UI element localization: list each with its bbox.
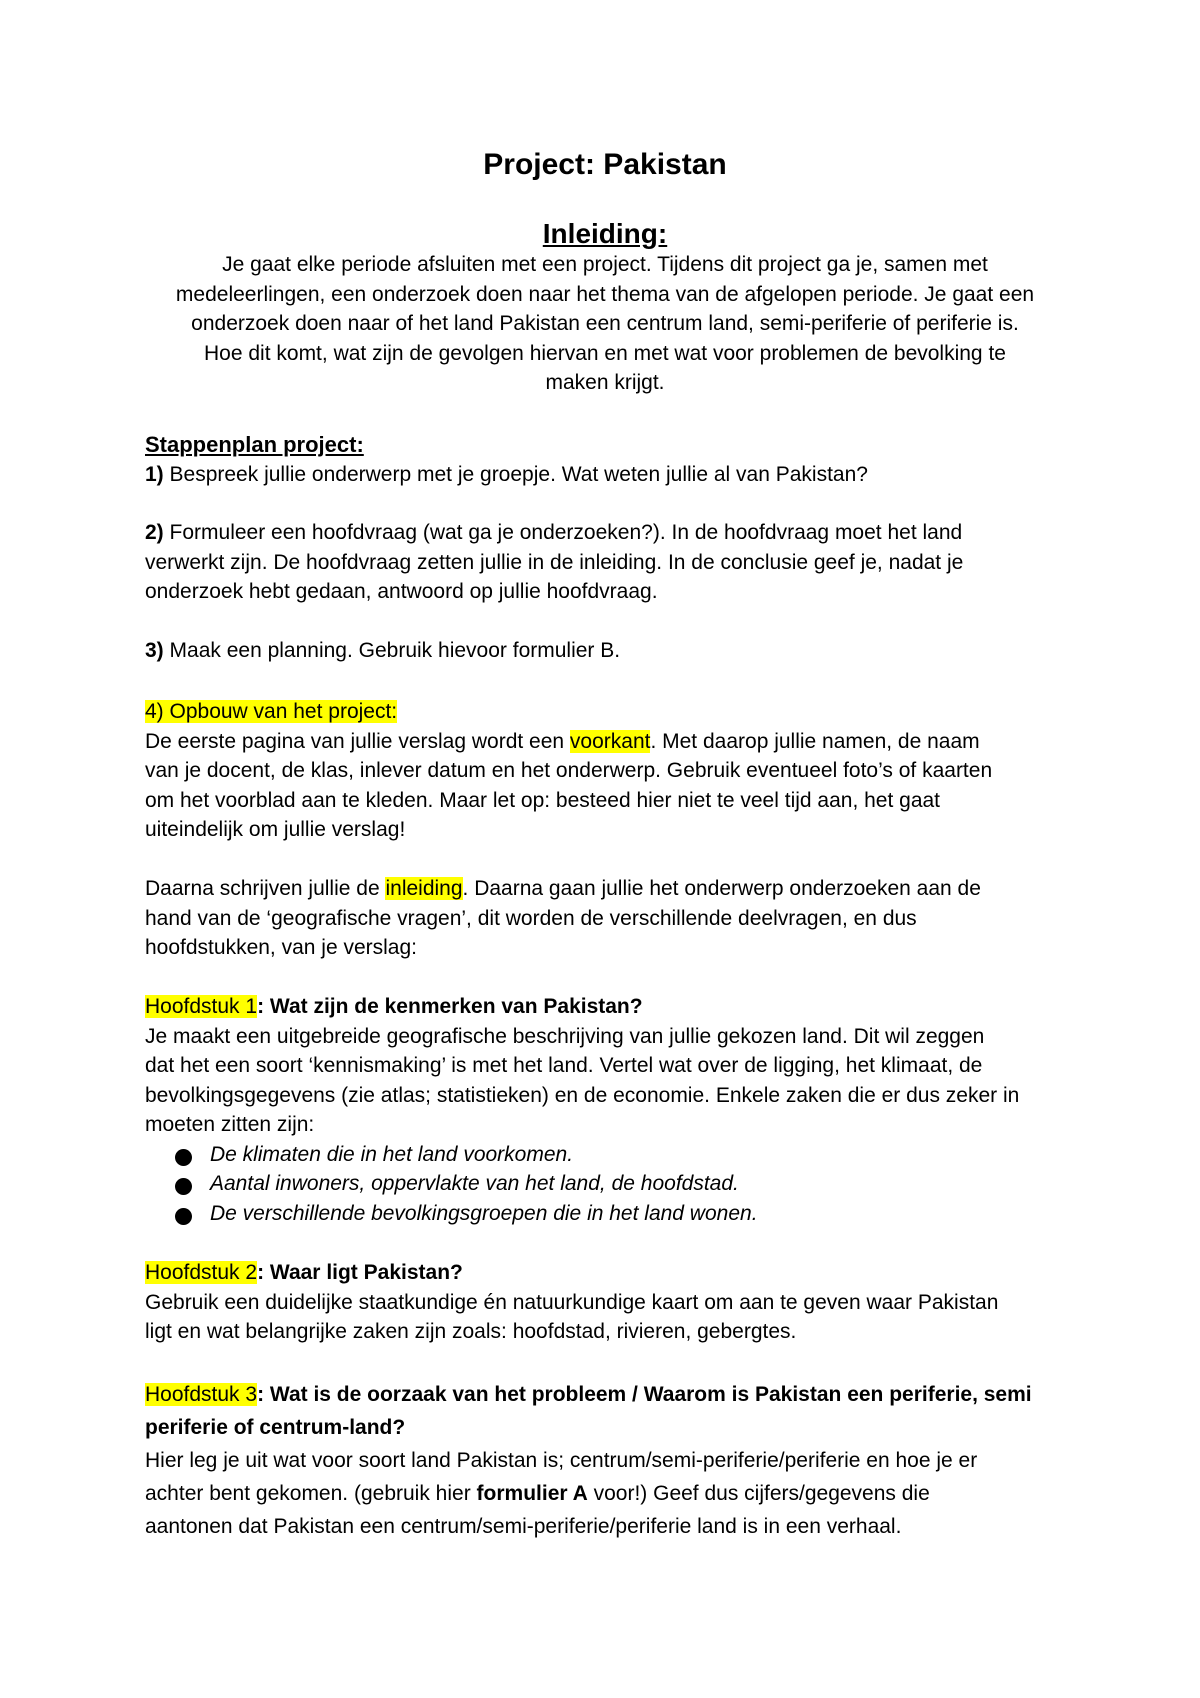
chapter-text: achter bent gekomen. (gebruik hier [145, 1482, 477, 1505]
chapter-question: : Waar ligt Pakistan? [257, 1261, 463, 1284]
step-text: Formuleer een hoofdvraag (wat ga je onderzoeken?). In de hoofdvraag moet het land [163, 521, 963, 544]
paragraph-text: Daarna schrijven jullie de [145, 877, 386, 900]
chapter-3 [145, 1378, 1065, 1543]
chapter-text-bold: formulier A [476, 1482, 588, 1505]
highlight-inleiding: inleiding [385, 877, 463, 900]
chapter-label: Hoofdstuk 2 [145, 1261, 258, 1284]
intro-line: Je gaat elke periode afsluiten met een project. Tijdens dit project ga je, samen met [222, 253, 988, 276]
paragraph-text: . Met daarop jullie namen, de naam [650, 729, 980, 753]
list-item [135, 1199, 1065, 1229]
step-text: verwerkt zijn. De hoofdvraag zetten jullie in de inleiding. In de conclusie geef je, nadat je [145, 550, 964, 574]
page-title: Project: Pakistan [483, 148, 727, 181]
paragraph-text: om het voorblad aan te kleden. Maar let op: besteed hier niet te veel tijd aan, het gaat [145, 788, 941, 812]
list-item-text: Aantal inwoners, oppervlakte van het land, de hoofdstad. [210, 1172, 739, 1195]
chapter-text: moeten zitten zijn: [145, 1113, 315, 1136]
step-3 [145, 636, 1065, 666]
step-number: 2) [145, 521, 164, 544]
chapter-text: Hier leg je uit wat voor soort land Pakistan is; centrum/semi-periferie/periferie en hoe je er [145, 1449, 978, 1472]
chapter-2 [145, 1258, 1065, 1347]
chapter-question: : Wat zijn de kenmerken van Pakistan? [257, 995, 643, 1018]
stappenplan-section [145, 430, 1065, 489]
intro-paragraph [145, 250, 1065, 398]
paragraph-text: van je docent, de klas, inlever datum en het onderwerp. Gebruik eventueel foto’s of kaarten [145, 759, 993, 782]
chapter-text: Gebruik een duidelijke staatkundige én natuurkundige kaart om aan te geven waar Pakistan [145, 1290, 999, 1314]
step-text: Bespreek jullie onderwerp met je groepje. Wat weten jullie al van Pakistan? [163, 462, 868, 486]
intro-line: Hoe dit komt, wat zijn de gevolgen hiervan en met wat voor problemen de bevolking te [204, 341, 1006, 365]
chapter-text: Je maakt een uitgebreide geografische beschrijving van jullie gekozen land. Dit wil zeggen [145, 1024, 985, 1048]
chapter-question: : Wat is de oorzaak van het probleem / Waarom is Pakistan een periferie, semi [257, 1383, 1032, 1406]
bullet-icon [175, 1149, 192, 1166]
step-4-heading: 4) Opbouw van het project: [145, 700, 398, 723]
intro-line: medeleerlingen, een onderzoek doen naar het thema van de afgelopen periode. Je gaat een [175, 282, 1035, 306]
intro-line: onderzoek doen naar of het land Pakistan een centrum land, semi-periferie of periferie is. [191, 312, 1019, 335]
bullet-icon [175, 1208, 192, 1225]
bullet-list [135, 1140, 1065, 1229]
list-item [135, 1140, 1065, 1170]
bullet-icon [175, 1178, 192, 1195]
chapter-text: aantonen dat Pakistan een centrum/semi-periferie/periferie land is in een verhaal. [145, 1515, 902, 1538]
chapter-label: Hoofdstuk 1 [145, 995, 258, 1018]
chapter-question: periferie of centrum-land? [145, 1416, 406, 1439]
step-4 [145, 697, 1065, 845]
step-text: Maak een planning. Gebruik hievoor formulier B. [163, 639, 621, 662]
intro-line: maken krijgt. [545, 371, 665, 394]
chapter-text: bevolkingsgegevens (zie atlas; statistieken) en de economie. Enkele zaken die er dus zeker in [145, 1083, 1020, 1107]
step-2 [145, 518, 1065, 607]
paragraph-text: uiteindelijk om jullie verslag! [145, 818, 406, 841]
chapter-text: dat het een soort ‘kennismaking’ is met het land. Vertel wat over de ligging, het klimaat, de [145, 1054, 983, 1077]
chapter-text: voor!) Geef dus cijfers/gegevens die [587, 1482, 930, 1505]
paragraph-text: hoofdstukken, van je verslag: [145, 936, 417, 959]
chapter-label: Hoofdstuk 3 [145, 1383, 258, 1406]
step-text: onderzoek hebt gedaan, antwoord op jullie hoofdvraag. [145, 580, 658, 603]
paragraph-text: De eerste pagina van jullie verslag wordt een [145, 729, 570, 753]
list-item-text: De klimaten die in het land voorkomen. [210, 1142, 574, 1166]
step-number: 1) [145, 462, 164, 486]
highlight-voorkant: voorkant [569, 729, 651, 753]
list-item [135, 1169, 1065, 1199]
stappenplan-heading: Stappenplan project: [145, 432, 364, 457]
chapter-text: ligt en wat belangrijke zaken zijn zoals: hoofdstad, rivieren, gebergtes. [145, 1320, 797, 1343]
chapter-1 [145, 992, 1065, 1228]
paragraph-text: hand van de ‘geografische vragen’, dit worden de verschillende deelvragen, en dus [145, 906, 917, 930]
step-4-paragraph-2 [145, 874, 1065, 963]
intro-heading: Inleiding: [542, 218, 668, 249]
list-item-text: De verschillende bevolkingsgroepen die in het land wonen. [210, 1201, 758, 1225]
paragraph-text: . Daarna gaan jullie het onderwerp onderzoeken aan de [462, 877, 981, 900]
step-number: 3) [145, 639, 164, 662]
step-1 [145, 460, 1065, 490]
